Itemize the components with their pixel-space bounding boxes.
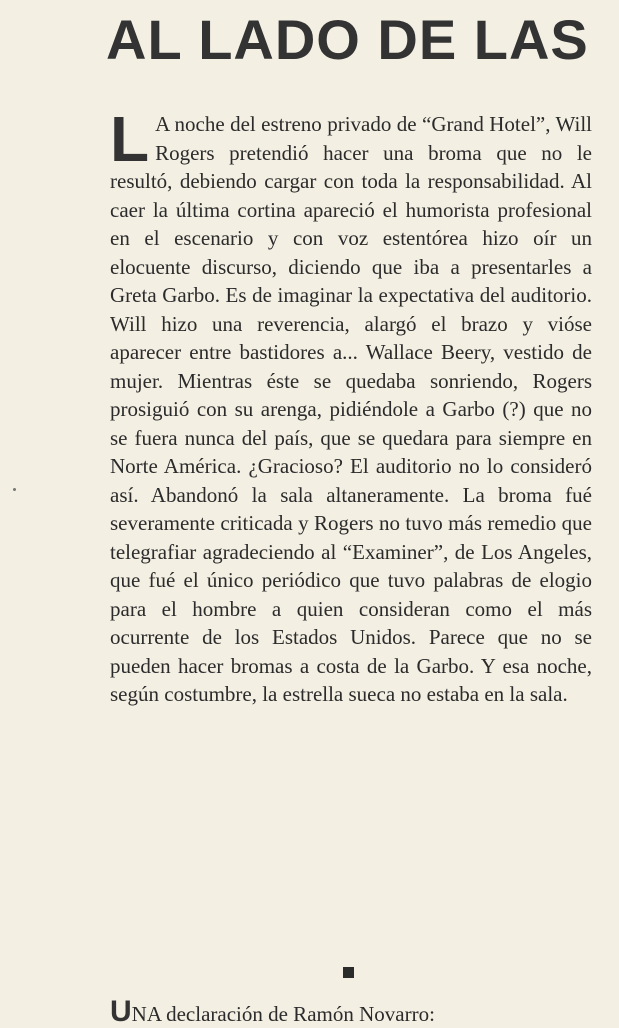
article-text: A noche del estreno privado de “Grand Hotel”, Will Rogers pretendió hacer una broma que no le resultó, debiendo cargar con toda la responsabilidad. Al caer la última cortina apareció el humorista profesional en el escenario y con voz estentórea hizo oír un elocuente discurso, diciendo que iba a presentarles a Greta Garbo. Es de imaginar la expectativa del auditorio. Will hizo una reverencia, alargó el brazo y vióse aparecer entre bastidores a... Wallace Beery, vestido de mujer. Mientras éste se quedaba sonriendo, Rogers prosiguió con su arenga, pidiéndole a Garbo (?) que no se fuera nunca del país, que se quedara para siempre en Norte América. ¿Gracioso? El auditorio no lo consideró así. Abandonó la sala altaneramente. La broma fué severamente criticada y Rogers no tuvo más remedio que telegrafiar agradeciendo al “Examiner”, de Los Angeles, que fué el único periódico que tuvo palabras de elogio para el hombre a quien consideran como el más ocurrente de los Estados Unidos. Parece que no se pueden hacer bromas a costa de la Garbo. Y esa noche, según costumbre, la estrella sueca no estaba en la sala. (110, 112, 592, 706)
next-drop-cap: U (110, 998, 132, 1028)
print-speck (13, 488, 16, 491)
drop-cap: L (110, 103, 150, 175)
headline: AL LADO DE LAS (106, 8, 589, 71)
article-paragraph (110, 103, 592, 709)
next-paragraph-text: NA declaración de Ramón Novarro: (131, 1002, 435, 1026)
section-divider-bullet (343, 967, 354, 978)
